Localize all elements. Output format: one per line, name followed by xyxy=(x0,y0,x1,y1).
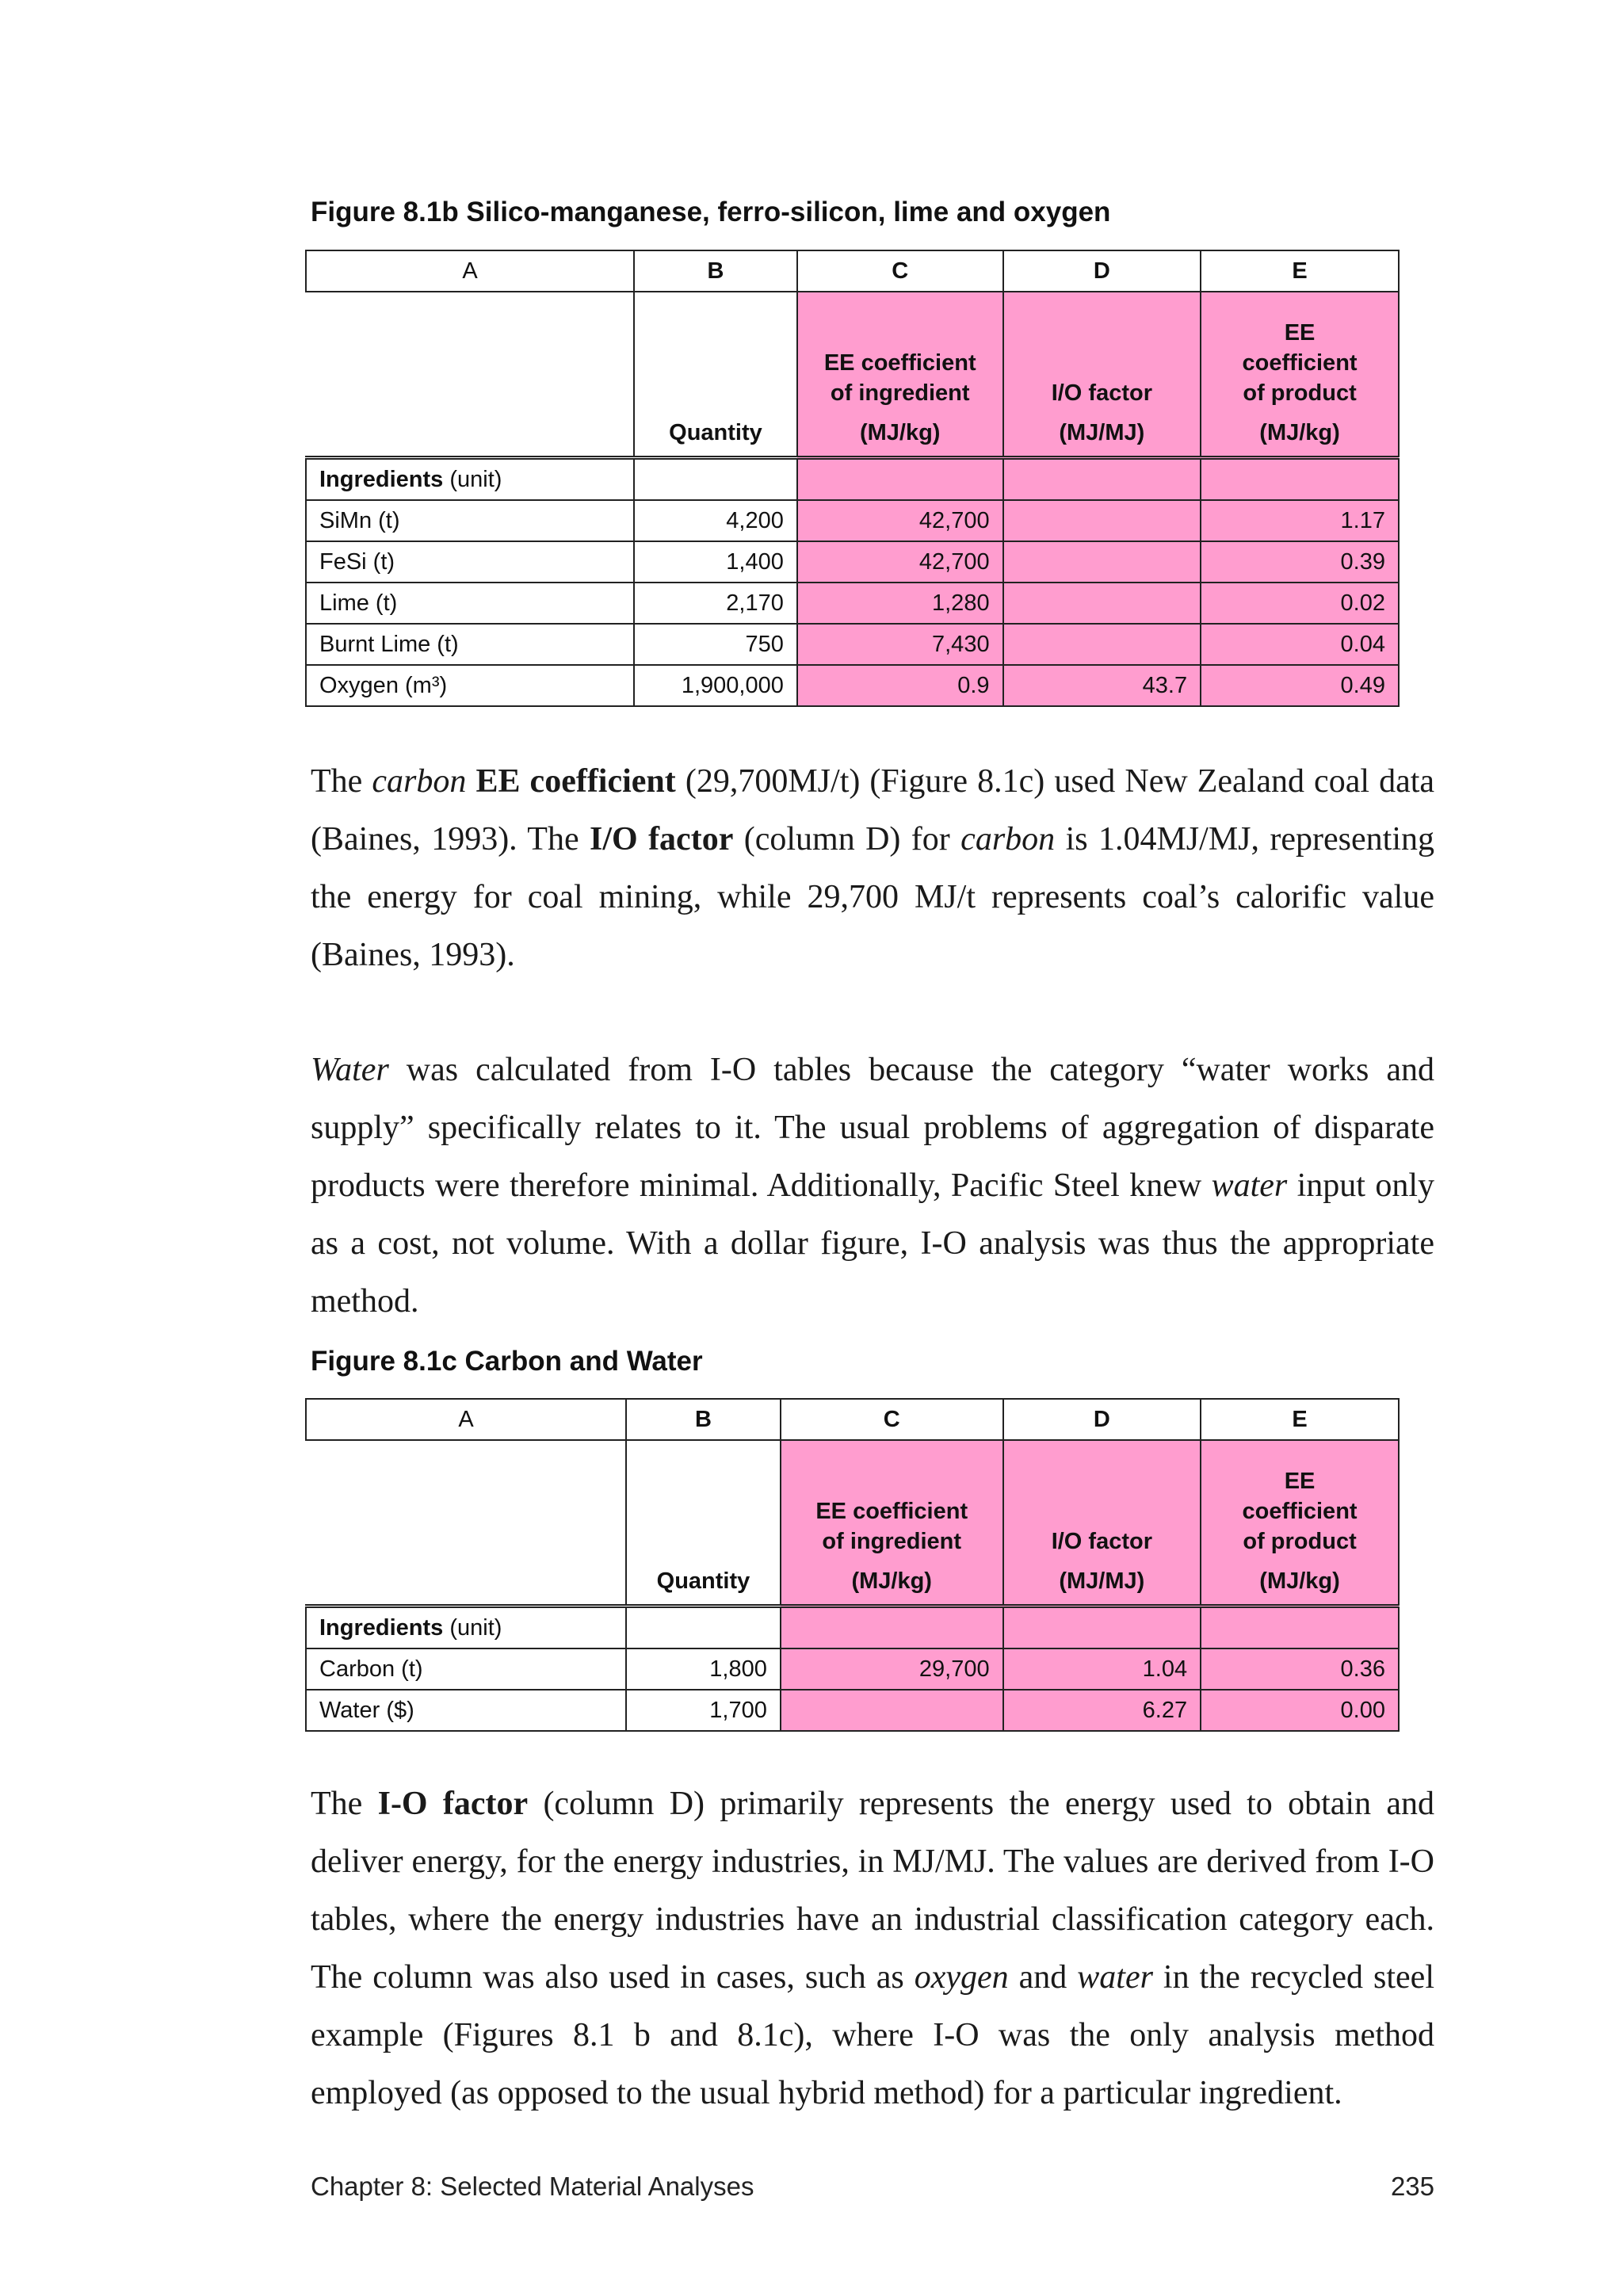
ingredient-name: Water ($) xyxy=(306,1690,626,1731)
ee-product-value: 0.39 xyxy=(1201,541,1399,583)
text-run: is 1.04MJ/MJ, representing the energy for coal mining, while 29,700 MJ/t represents coal’s calorific value (Baines, 1993). xyxy=(311,821,1434,973)
column-letter-a: A xyxy=(306,1399,626,1440)
quantity-value: 1,900,000 xyxy=(634,665,797,706)
header-io-factor-unit: (MJ/MJ) xyxy=(1059,420,1145,445)
paragraph-io-factor xyxy=(311,1775,1434,2122)
figure-8-1b-caption: Figure 8.1b Silico-manganese, ferro-silicon, lime and oxygen xyxy=(311,197,1111,227)
io-factor-value: 43.7 xyxy=(1003,665,1201,706)
io-factor-value xyxy=(1003,500,1201,541)
column-letter-b: B xyxy=(634,250,797,292)
column-letter-c: C xyxy=(781,1399,1003,1440)
paragraph-carbon xyxy=(311,753,1434,984)
io-factor-value: 1.04 xyxy=(1003,1648,1201,1690)
italic-run: Water xyxy=(311,1052,389,1088)
figure-8-1c-caption: Figure 8.1c Carbon and Water xyxy=(311,1346,703,1377)
header-io-factor-label: I/O factor xyxy=(1051,380,1152,406)
header-ee-ingredient-unit: (MJ/kg) xyxy=(851,1568,932,1594)
column-letter-d: D xyxy=(1003,1399,1201,1440)
ee-ingredient-value: 7,430 xyxy=(797,624,1003,665)
ingredients-unit: (unit) xyxy=(443,1614,502,1641)
quantity-value: 2,170 xyxy=(634,583,797,624)
footer-page-number: 235 xyxy=(1390,2172,1434,2201)
ingredient-name: SiMn (t) xyxy=(306,500,634,541)
header-ee-ingredient xyxy=(781,1440,1003,1606)
header-ee-product-unit: (MJ/kg) xyxy=(1259,1568,1340,1594)
column-letter-c: C xyxy=(797,250,1003,292)
header-ee-product-label: EE coefficient of product xyxy=(1242,320,1358,406)
column-letter-d: D xyxy=(1003,250,1201,292)
ee-product-value: 1.17 xyxy=(1201,500,1399,541)
ingredients-label-bold: Ingredients xyxy=(319,1614,444,1641)
text-run: The xyxy=(311,1786,378,1822)
bold-run: I-O factor xyxy=(377,1786,529,1822)
table-row xyxy=(306,1690,1399,1731)
ee-product-value: 0.49 xyxy=(1201,665,1399,706)
ingredient-name: FeSi (t) xyxy=(306,541,634,583)
empty-cell xyxy=(1201,1606,1399,1649)
column-letter-b: B xyxy=(626,1399,781,1440)
text-run: (29,700MJ/t) (Figure 8.1c) used New Zealand coal data (Baines, 1993). The xyxy=(311,763,1435,858)
text-run: input only as a cost, not volume. With a dollar figure, I-O analysis was thus the appropriate method. xyxy=(311,1167,1434,1320)
italic-run: carbon xyxy=(960,821,1056,858)
header-ee-product xyxy=(1201,292,1399,458)
italic-run: water xyxy=(1211,1167,1288,1204)
text-run: The xyxy=(311,763,372,800)
header-ee-ingredient-unit: (MJ/kg) xyxy=(859,420,941,445)
empty-cell xyxy=(1003,458,1201,501)
header-ee-product-label: EE coefficient of product xyxy=(1242,1469,1358,1554)
quantity-value: 750 xyxy=(634,624,797,665)
bold-run: I/O factor xyxy=(590,821,734,858)
quantity-value: 1,400 xyxy=(634,541,797,583)
header-ee-ingredient-label: EE coefficient of ingredient xyxy=(823,350,976,406)
figure-8-1b-table xyxy=(305,250,1400,707)
ee-ingredient-value: 0.9 xyxy=(797,665,1003,706)
table-row xyxy=(306,541,1399,583)
paragraph-water xyxy=(311,1041,1434,1331)
ingredients-label-row xyxy=(306,1606,1399,1649)
ee-ingredient-value: 42,700 xyxy=(797,541,1003,583)
ee-product-value: 0.00 xyxy=(1201,1690,1399,1731)
io-factor-value: 6.27 xyxy=(1003,1690,1201,1731)
table-row xyxy=(306,500,1399,541)
table-row xyxy=(306,665,1399,706)
header-quantity: Quantity xyxy=(634,292,797,458)
italic-run: carbon xyxy=(372,763,467,800)
empty-cell xyxy=(1201,458,1399,501)
quantity-value: 1,700 xyxy=(626,1690,781,1731)
empty-cell xyxy=(1003,1606,1201,1649)
ingredients-label-row xyxy=(306,458,1399,501)
text-run: was calculated from I-O tables because the category “water works and supply” specifically relates to it. The usual problems of aggregation of disparate products were therefore minimal. Additionally, Pacific Steel knew xyxy=(311,1052,1434,1204)
italic-run: water xyxy=(1077,1959,1153,1996)
ee-ingredient-value xyxy=(781,1690,1003,1731)
io-factor-value xyxy=(1003,583,1201,624)
column-letter-e: E xyxy=(1201,250,1399,292)
empty-cell xyxy=(797,458,1003,501)
header-io-factor-unit: (MJ/MJ) xyxy=(1059,1568,1145,1594)
ingredient-name: Oxygen (m³) xyxy=(306,665,634,706)
ee-ingredient-value: 1,280 xyxy=(797,583,1003,624)
header-ee-product xyxy=(1201,1440,1399,1606)
header-ee-product-unit: (MJ/kg) xyxy=(1259,420,1340,445)
header-blank xyxy=(306,1440,626,1606)
quantity-value: 4,200 xyxy=(634,500,797,541)
footer-chapter: Chapter 8: Selected Material Analyses xyxy=(311,2172,754,2201)
column-letters-row xyxy=(306,1399,1399,1440)
ee-ingredient-value: 42,700 xyxy=(797,500,1003,541)
ee-ingredient-value: 29,700 xyxy=(781,1648,1003,1690)
ee-product-value: 0.04 xyxy=(1201,624,1399,665)
table-row xyxy=(306,583,1399,624)
header-io-factor xyxy=(1003,1440,1201,1606)
header-ee-ingredient-label: EE coefficient of ingredient xyxy=(815,1499,968,1554)
italic-run: oxygen xyxy=(914,1959,1009,1996)
header-quantity: Quantity xyxy=(626,1440,781,1606)
empty-cell xyxy=(634,458,797,501)
io-factor-value xyxy=(1003,541,1201,583)
ee-product-value: 0.36 xyxy=(1201,1648,1399,1690)
text-run: (column D) primarily represents the energy used to obtain and deliver energy, for the energy industries, in MJ/MJ. The values are derived from I-O tables, where the energy industries have an industrial classification category each. The column was also used in cases, such as xyxy=(311,1786,1434,1996)
text-run: in the recycled steel example (Figures 8.1 b and 8.1c), where I-O was the only analysis method employed (as opposed to the usual hybrid method) for a particular ingredient. xyxy=(311,1959,1434,2111)
column-letter-e: E xyxy=(1201,1399,1399,1440)
header-ee-ingredient xyxy=(797,292,1003,458)
column-letters-row xyxy=(306,250,1399,292)
header-row xyxy=(306,292,1399,458)
ingredient-name: Carbon (t) xyxy=(306,1648,626,1690)
text-run xyxy=(466,763,475,800)
bold-run: EE coefficient xyxy=(475,763,676,800)
header-blank xyxy=(306,292,634,458)
ingredients-label xyxy=(306,1606,626,1649)
ingredients-unit: (unit) xyxy=(443,466,502,492)
ingredient-name: Burnt Lime (t) xyxy=(306,624,634,665)
column-letter-a: A xyxy=(306,250,634,292)
quantity-value: 1,800 xyxy=(626,1648,781,1690)
io-factor-value xyxy=(1003,624,1201,665)
table-row xyxy=(306,624,1399,665)
ingredients-label xyxy=(306,458,634,501)
header-io-factor-label: I/O factor xyxy=(1051,1529,1152,1554)
ingredients-label-bold: Ingredients xyxy=(319,466,444,492)
text-run: (column D) for xyxy=(733,821,961,858)
ee-product-value: 0.02 xyxy=(1201,583,1399,624)
text-run: and xyxy=(1008,1959,1078,1996)
empty-cell xyxy=(781,1606,1003,1649)
header-io-factor xyxy=(1003,292,1201,458)
table-row xyxy=(306,1648,1399,1690)
figure-8-1c-table xyxy=(305,1398,1400,1732)
empty-cell xyxy=(626,1606,781,1649)
header-row xyxy=(306,1440,1399,1606)
ingredient-name: Lime (t) xyxy=(306,583,634,624)
